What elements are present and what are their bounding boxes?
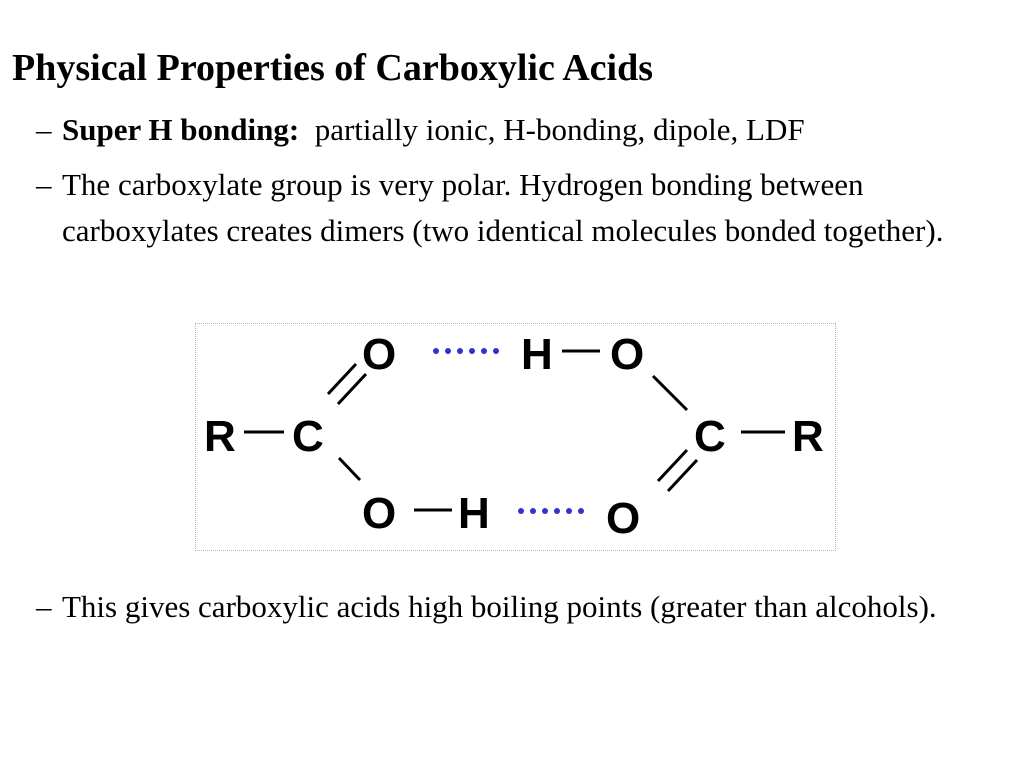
bullet-text: This gives carboxylic acids high boiling points (greater than alcohols). <box>62 589 937 624</box>
bullet-high-boiling-points <box>36 584 996 630</box>
bullet-carboxylate-polar <box>36 162 996 254</box>
atom-o-top-right: O <box>610 330 645 379</box>
bond-o-c-upper-right <box>653 376 687 410</box>
hydrogen-bond-top <box>433 348 499 354</box>
atom-r-left: R <box>204 412 236 461</box>
bullet-dash: – <box>36 112 52 147</box>
bond-c-o-lower-left <box>339 458 360 480</box>
bullet-text: The carboxylate group is very polar. Hydrogen bonding between carboxylates creates dimers (two identical molecules bonded together). <box>62 167 944 248</box>
atom-h-top: H <box>521 330 553 379</box>
atom-r-right: R <box>792 412 824 461</box>
bullet-text <box>62 107 996 153</box>
slide-title: Physical Properties of Carboxylic Acids <box>12 47 654 89</box>
bullet-dash: – <box>36 589 52 624</box>
bullet-super-h-bonding <box>36 107 996 153</box>
bullet-bold-label: Super H bonding: <box>62 112 300 147</box>
bullet-dash: – <box>36 167 52 202</box>
dimer-structure-svg <box>196 324 837 552</box>
atom-h-bottom: H <box>458 489 490 538</box>
atom-o-bottom-left: O <box>362 489 397 538</box>
atom-o-bottom-right: O <box>606 494 641 543</box>
carboxylic-acid-dimer-diagram <box>195 323 836 551</box>
bullet-detail: partially ionic, H-bonding, dipole, LDF <box>314 112 805 147</box>
hydrogen-bond-bottom <box>518 508 584 514</box>
atom-c-right: C <box>694 412 726 461</box>
atom-o-top-left: O <box>362 330 397 379</box>
atom-c-left: C <box>292 412 324 461</box>
